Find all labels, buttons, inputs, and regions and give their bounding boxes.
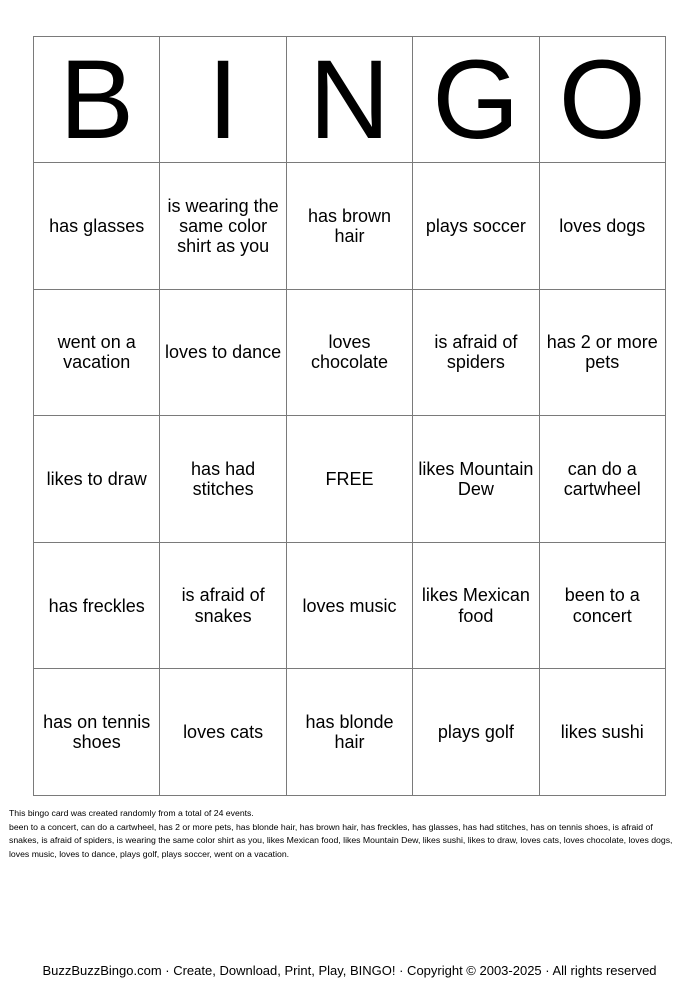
- header-letter-i: I: [160, 37, 286, 163]
- bingo-cell: can do a cartwheel: [539, 416, 665, 543]
- header-letter-b: B: [34, 37, 160, 163]
- bingo-cell: went on a vacation: [34, 289, 160, 416]
- bingo-row: [34, 163, 666, 290]
- bingo-row: [34, 289, 666, 416]
- bingo-cell: likes to draw: [34, 416, 160, 543]
- bingo-header-row: [34, 37, 666, 163]
- bingo-row: [34, 416, 666, 543]
- bingo-cell: been to a concert: [539, 542, 665, 669]
- bingo-cell: likes Mountain Dew: [413, 416, 539, 543]
- bingo-cell: likes Mexican food: [413, 542, 539, 669]
- footnote-event-list: been to a concert, can do a cartwheel, has 2 or more pets, has blonde hair, has brown hair, has freckles, has glasses, has had stitches, has on tennis shoes, is afraid of snakes, is afraid of spiders, is wearing the same color shirt as you, likes Mexican food, likes Mountain Dew, likes sushi, likes to draw, loves cats, loves chocolate, loves dogs, loves music, loves to dance, plays golf, plays soccer, went on a vacation.: [9, 821, 673, 859]
- bingo-cell: has blonde hair: [286, 669, 412, 796]
- free-space-cell: FREE: [286, 416, 412, 543]
- bingo-cell: loves to dance: [160, 289, 286, 416]
- header-letter-g: G: [413, 37, 539, 163]
- bingo-cell: has glasses: [34, 163, 160, 290]
- bingo-cell: loves music: [286, 542, 412, 669]
- events-footnote: [9, 807, 673, 861]
- bingo-cell: loves chocolate: [286, 289, 412, 416]
- copyright-footer: BuzzBuzzBingo.com · Create, Download, Print, Play, BINGO! · Copyright © 2003-2025 · All rights reserved: [42, 963, 657, 978]
- bingo-cell: likes sushi: [539, 669, 665, 796]
- bingo-cell: loves dogs: [539, 163, 665, 290]
- header-letter-o: O: [539, 37, 665, 163]
- bingo-cell: loves cats: [160, 669, 286, 796]
- bingo-cell: has had stitches: [160, 416, 286, 543]
- bingo-cell: plays golf: [413, 669, 539, 796]
- bingo-card: [33, 36, 666, 796]
- bingo-cell: is wearing the same color shirt as you: [160, 163, 286, 290]
- bingo-cell: is afraid of snakes: [160, 542, 286, 669]
- footnote-intro: This bingo card was created randomly from a total of 24 events.: [9, 808, 254, 818]
- bingo-cell: is afraid of spiders: [413, 289, 539, 416]
- bingo-cell: has brown hair: [286, 163, 412, 290]
- bingo-cell: has on tennis shoes: [34, 669, 160, 796]
- bingo-cell: has freckles: [34, 542, 160, 669]
- bingo-row: [34, 542, 666, 669]
- bingo-cell: has 2 or more pets: [539, 289, 665, 416]
- header-letter-n: N: [286, 37, 412, 163]
- bingo-row: [34, 669, 666, 796]
- bingo-cell: plays soccer: [413, 163, 539, 290]
